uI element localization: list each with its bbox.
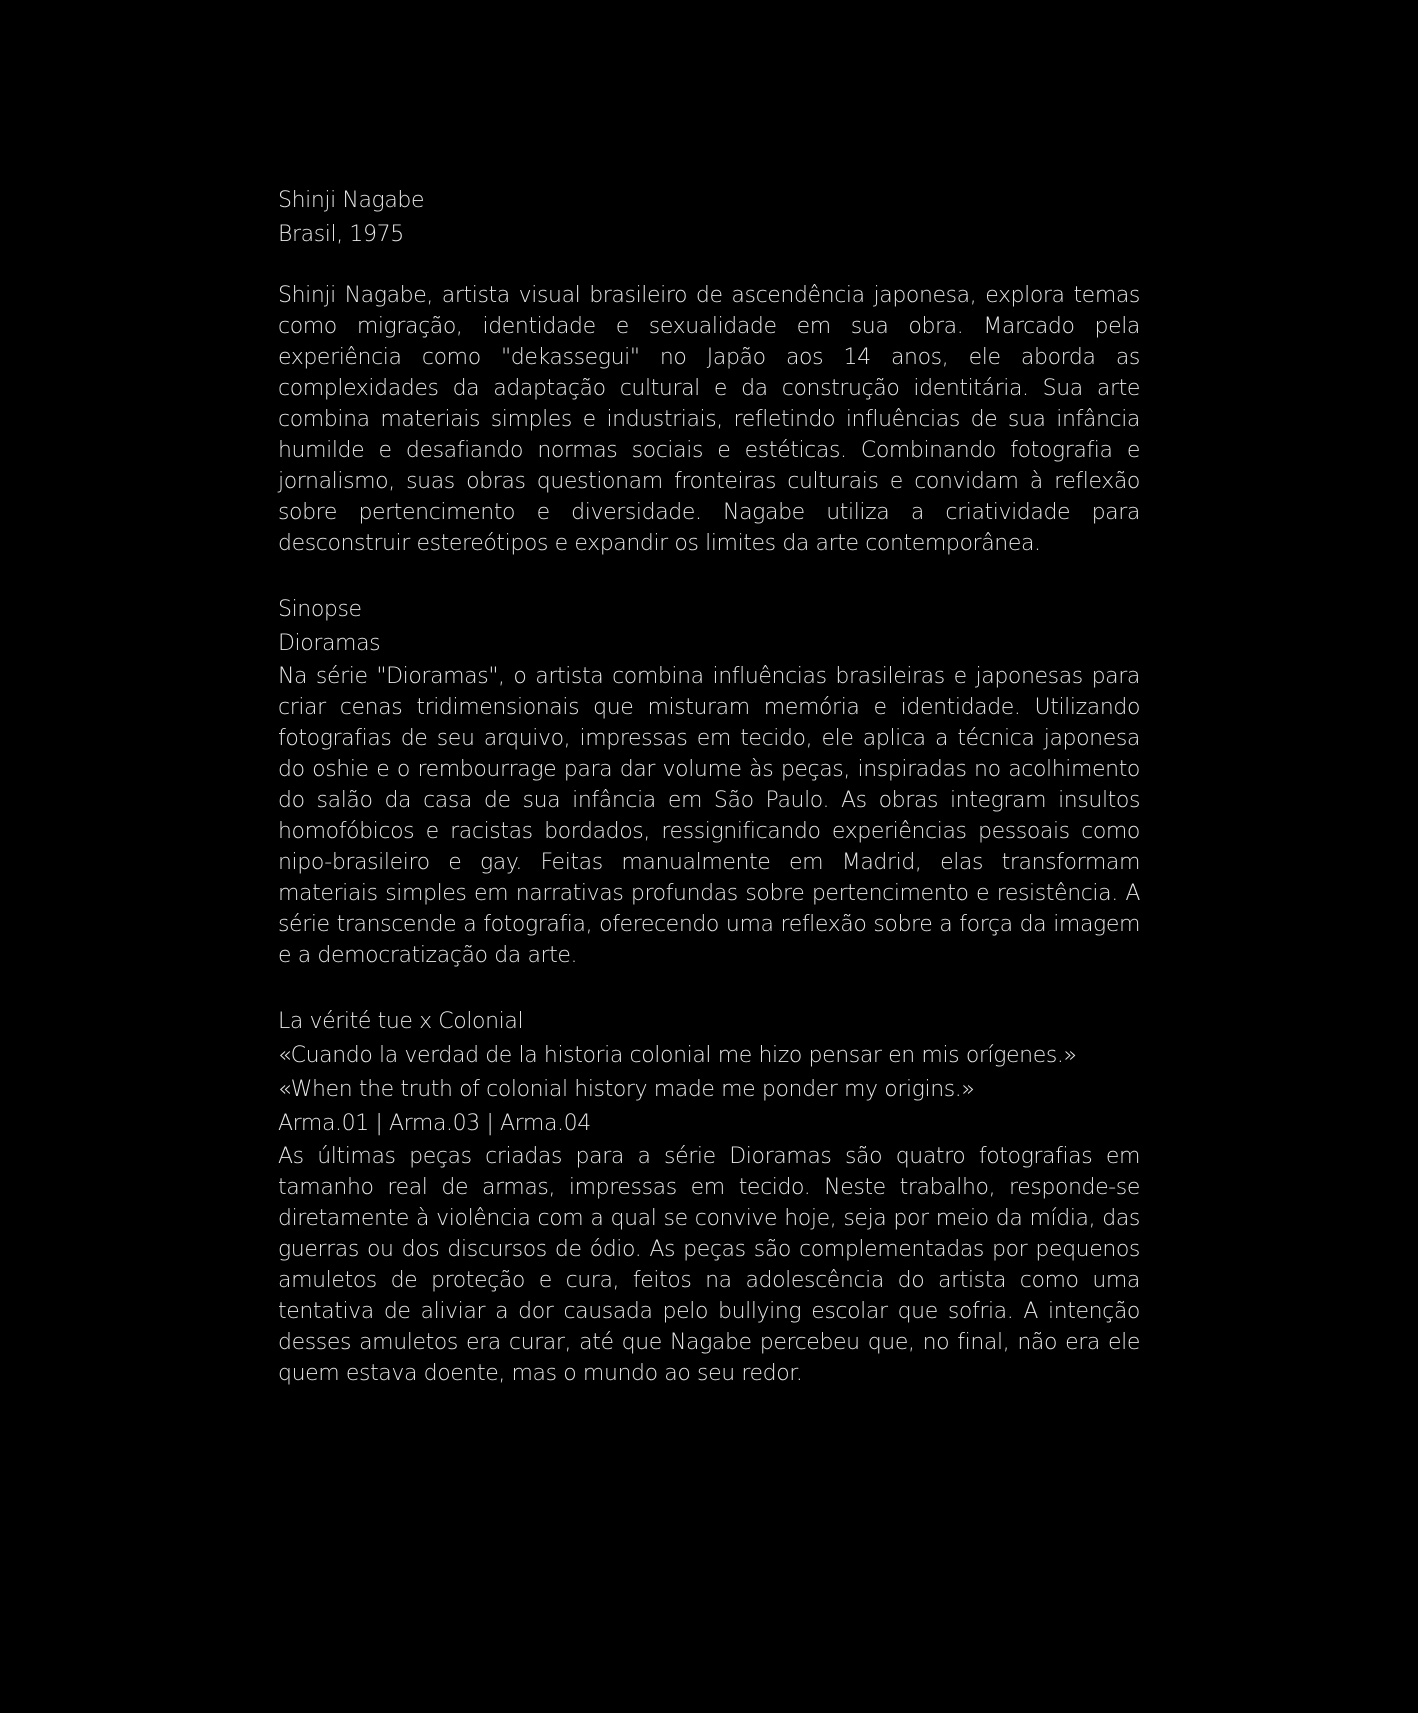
- synopsis-heading: Sinopse: [278, 597, 362, 622]
- artist-origin: Brasil, 1975: [278, 222, 404, 247]
- synopsis-text: Na série "Dioramas", o artista combina influências brasileiras e japonesas para criar cenas tridimensionais que misturam memória e identidade. Utilizando fotografias de seu arquivo, impressas em tecido, ele aplica a técnica japonesa do oshie e o rembourrage para dar volume às peças, inspiradas no acolhimento do salão da casa de sua infância em São Paulo. As obras integram insultos homofóbicos e racistas bordados, ressignificando experiências pessoais como nipo-brasileiro e gay. Feitas manualmente em Madrid, elas transformam materiais simples em narrativas profundas sobre pertencimento e resistência. A série transcende a fotografia, oferecendo uma reflexão sobre a força da imagem e a democratização da arte.: [278, 664, 1140, 968]
- work-pieces: Arma.01 | Arma.03 | Arma.04: [278, 1111, 591, 1136]
- quote-english: «When the truth of colonial history made me ponder my origins.»: [278, 1077, 975, 1102]
- quote-spanish: «Cuando la verdad de la historia colonial me hizo pensar en mis orígenes.»: [278, 1043, 1077, 1068]
- work-text: As últimas peças criadas para a série Dioramas são quatro fotografias em tamanho real de armas, impressas em tecido. Neste trabalho, responde-se diretamente à violência com a qual se convive hoje, seja por meio da mídia, das guerras ou dos discursos de ódio. As peças são complementadas por pequenos amuletos de proteção e cura, feitos na adolescência do artista como uma tentativa de aliviar a dor causada pelo bullying escolar que sofria. A intenção desses amuletos era curar, até que Nagabe percebeu que, no final, não era ele quem estava doente, mas o mundo ao seu redor.: [278, 1144, 1140, 1386]
- artist-name: Shinji Nagabe: [278, 188, 425, 213]
- work-title: La vérité tue x Colonial: [278, 1009, 524, 1034]
- spacer: [278, 559, 1140, 593]
- spacer: [278, 252, 1140, 280]
- text-column: [278, 184, 1140, 1389]
- spacer: [278, 971, 1140, 1005]
- series-title: Dioramas: [278, 631, 381, 656]
- artist-bio: Shinji Nagabe, artista visual brasileiro de ascendência japonesa, explora temas como migração, identidade e sexualidade em sua obra. Marcado pela experiência como "dekassegui" no Japão aos 14 anos, ele aborda as complexidades da adaptação cultural e da construção identitária. Sua arte combina materiais simples e industriais, refletindo influências de sua infância humilde e desafiando normas sociais e estéticas. Combinando fotografia e jornalismo, suas obras questionam fronteiras culturais e convidam à reflexão sobre pertencimento e diversidade. Nagabe utiliza a criatividade para desconstruir estereótipos e expandir os limites da arte contemporânea.: [278, 283, 1140, 556]
